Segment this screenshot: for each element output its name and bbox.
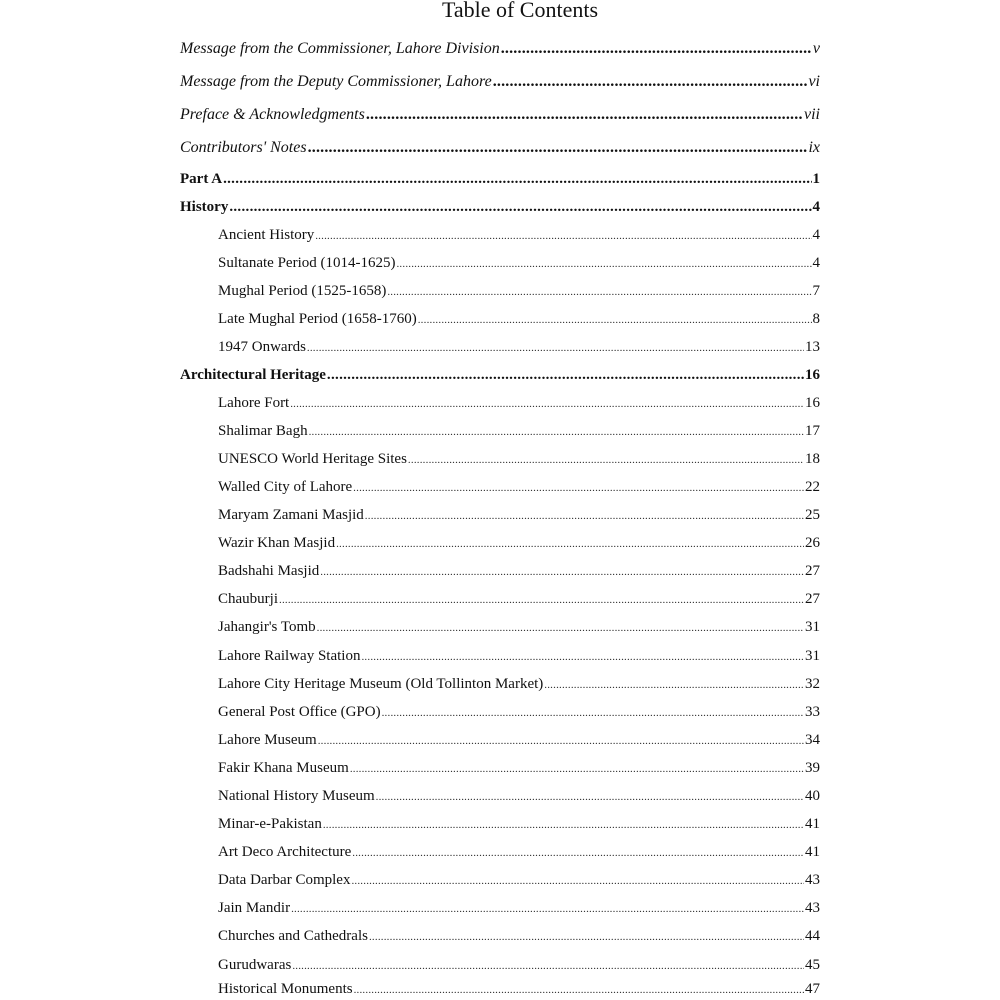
toc-page-number: 4 bbox=[812, 255, 820, 271]
toc-entry-label: Part A bbox=[180, 171, 223, 187]
toc-entry-label: Lahore City Heritage Museum (Old Tollinton Market) bbox=[218, 676, 544, 692]
toc-entry-label: Wazir Khan Masjid bbox=[218, 535, 336, 551]
dot-leader bbox=[327, 365, 804, 385]
dot-leader bbox=[408, 450, 804, 470]
toc-page-number: 8 bbox=[812, 311, 820, 327]
dot-leader bbox=[353, 478, 804, 498]
toc-entry-label: Shalimar Bagh bbox=[218, 423, 308, 439]
toc-entry-label: Walled City of Lahore bbox=[218, 479, 353, 495]
toc-entry-maryam-zamani-masjid[interactable] bbox=[218, 505, 820, 525]
toc-entry-general-post-office[interactable] bbox=[218, 702, 820, 722]
toc-page-number: 31 bbox=[805, 648, 820, 664]
dot-leader bbox=[351, 871, 804, 891]
toc-entry-label: Late Mughal Period (1658-1760) bbox=[218, 311, 417, 327]
dot-leader bbox=[292, 956, 804, 976]
toc-page-number: 33 bbox=[805, 704, 820, 720]
dot-leader bbox=[396, 254, 811, 274]
toc-entry-architectural-heritage[interactable] bbox=[180, 365, 820, 385]
dot-leader bbox=[418, 310, 812, 330]
dot-leader bbox=[382, 703, 804, 723]
toc-entry-unesco-sites[interactable] bbox=[218, 449, 820, 469]
toc-page-number: 4 bbox=[812, 199, 820, 215]
dot-leader bbox=[323, 815, 804, 835]
toc-entry-preface[interactable] bbox=[180, 104, 820, 126]
toc-entry-label: Lahore Railway Station bbox=[218, 648, 361, 664]
toc-entry-jahangirs-tomb[interactable] bbox=[218, 617, 820, 637]
dot-leader bbox=[308, 137, 808, 159]
toc-entry-label: Fakir Khana Museum bbox=[218, 760, 349, 776]
toc-entry-label: Architectural Heritage bbox=[180, 367, 326, 383]
toc-page-number: v bbox=[812, 40, 820, 57]
toc-entry-label: Message from the Deputy Commissioner, Lahore bbox=[180, 73, 492, 90]
toc-page-number: 26 bbox=[805, 535, 820, 551]
toc-page-number: 16 bbox=[805, 395, 820, 411]
toc-entry-gurudwaras[interactable] bbox=[218, 955, 820, 975]
toc-page-number: 27 bbox=[805, 591, 820, 607]
toc-entry-part-a[interactable] bbox=[180, 169, 820, 189]
dot-leader bbox=[544, 675, 804, 695]
dot-leader bbox=[317, 618, 804, 638]
toc-entry-label: Lahore Museum bbox=[218, 732, 317, 748]
toc-entry-lahore-railway-station[interactable] bbox=[218, 646, 820, 666]
toc-entry-label: Jahangir's Tomb bbox=[218, 619, 316, 635]
toc-page-number: 43 bbox=[805, 900, 820, 916]
toc-entry-label: Mughal Period (1525-1658) bbox=[218, 283, 387, 299]
toc-page-number: vi bbox=[808, 73, 820, 90]
toc-page-number: 45 bbox=[805, 957, 820, 973]
toc-entry-label: Jain Mandir bbox=[218, 900, 291, 916]
dot-leader bbox=[366, 104, 803, 126]
toc-page-number: 41 bbox=[805, 816, 820, 832]
dot-leader bbox=[309, 422, 804, 442]
toc-entry-label: Lahore Fort bbox=[218, 395, 290, 411]
toc-page-number: 43 bbox=[805, 872, 820, 888]
toc-page-number: 31 bbox=[805, 619, 820, 635]
toc-entry-data-darbar-complex[interactable] bbox=[218, 870, 820, 890]
dot-leader bbox=[229, 197, 811, 217]
toc-entry-art-deco-architecture[interactable] bbox=[218, 842, 820, 862]
toc-page-number: 7 bbox=[812, 283, 820, 299]
toc-entry-history[interactable] bbox=[180, 197, 820, 217]
toc-entry-lahore-fort[interactable] bbox=[218, 393, 820, 413]
dot-leader bbox=[290, 394, 804, 414]
dot-leader bbox=[376, 787, 804, 807]
dot-leader bbox=[223, 169, 811, 189]
toc-entry-label: History bbox=[180, 199, 229, 215]
toc-entry-late-mughal-period[interactable] bbox=[218, 309, 820, 329]
toc-entry-mughal-period[interactable] bbox=[218, 281, 820, 301]
dot-leader bbox=[320, 562, 804, 582]
toc-page-number: 44 bbox=[805, 928, 820, 944]
toc-entry-label: Sultanate Period (1014-1625) bbox=[218, 255, 396, 271]
toc-entry-label: General Post Office (GPO) bbox=[218, 704, 381, 720]
dot-leader bbox=[318, 731, 804, 751]
toc-entry-contributors-notes[interactable] bbox=[180, 137, 820, 159]
toc-entry-label: Ancient History bbox=[218, 227, 315, 243]
toc-entry-label: Contributors' Notes bbox=[180, 139, 307, 156]
toc-entry-churches-and-cathedrals[interactable] bbox=[218, 926, 820, 946]
toc-entry-label: Gurudwaras bbox=[218, 957, 292, 973]
toc-entry-label: Badshahi Masjid bbox=[218, 563, 320, 579]
dot-leader bbox=[369, 927, 804, 947]
toc-entry-label: Historical Monuments bbox=[218, 981, 353, 997]
toc-entry-national-history-museum[interactable] bbox=[218, 786, 820, 806]
toc-page-number: 13 bbox=[805, 339, 820, 355]
toc-entry-sultanate-period[interactable] bbox=[218, 253, 820, 273]
toc-page-number: 1 bbox=[812, 171, 820, 187]
toc-page-number: 41 bbox=[805, 844, 820, 860]
toc-page-number: 34 bbox=[805, 732, 820, 748]
toc-page-number: 27 bbox=[805, 563, 820, 579]
toc-entry-label: Data Darbar Complex bbox=[218, 872, 351, 888]
dot-leader bbox=[493, 71, 808, 93]
toc-page-number: 17 bbox=[805, 423, 820, 439]
toc-entry-label: Maryam Zamani Masjid bbox=[218, 507, 364, 523]
toc-entry-chauburji[interactable] bbox=[218, 589, 820, 609]
toc-page-number: 18 bbox=[805, 451, 820, 467]
dot-leader bbox=[352, 843, 804, 863]
toc-page-number: 39 bbox=[805, 760, 820, 776]
dot-leader bbox=[279, 590, 804, 610]
toc-entry-1947-onwards[interactable] bbox=[218, 337, 820, 357]
toc-entry-jain-mandir[interactable] bbox=[218, 898, 820, 918]
toc-entry-lahore-museum[interactable] bbox=[218, 730, 820, 750]
toc-entry-deputy-commissioner-message[interactable] bbox=[180, 71, 820, 93]
toc-entry-label: UNESCO World Heritage Sites bbox=[218, 451, 407, 467]
toc-entry-badshahi-masjid[interactable] bbox=[218, 561, 820, 581]
toc-page-number: 22 bbox=[805, 479, 820, 495]
dot-leader bbox=[315, 226, 811, 246]
toc-entry-shalimar-bagh[interactable] bbox=[218, 421, 820, 441]
page-title: Table of Contents bbox=[441, 0, 599, 22]
toc-entry-label: National History Museum bbox=[218, 788, 375, 804]
toc-page-number: 25 bbox=[805, 507, 820, 523]
dot-leader bbox=[350, 759, 804, 779]
toc-entry-historical-monuments[interactable] bbox=[218, 979, 820, 999]
dot-leader bbox=[307, 338, 804, 358]
toc-page-number: 40 bbox=[805, 788, 820, 804]
toc-entry-wazir-khan-masjid[interactable] bbox=[218, 533, 820, 553]
toc-entry-fakir-khana-museum[interactable] bbox=[218, 758, 820, 778]
dot-leader bbox=[361, 647, 804, 667]
toc-page-number: 16 bbox=[805, 367, 820, 383]
toc-entry-commissioner-message[interactable] bbox=[180, 38, 820, 60]
toc-entry-ancient-history[interactable] bbox=[218, 225, 820, 245]
dot-leader bbox=[387, 282, 811, 302]
toc-entry-minar-e-pakistan[interactable] bbox=[218, 814, 820, 834]
dot-leader bbox=[354, 980, 804, 1000]
toc-page-number: 4 bbox=[812, 227, 820, 243]
toc-entry-label: Churches and Cathedrals bbox=[218, 928, 368, 944]
toc-entry-label: Minar-e-Pakistan bbox=[218, 816, 322, 832]
toc-entry-label: Chauburji bbox=[218, 591, 278, 607]
toc-page-number: 47 bbox=[805, 981, 820, 997]
toc-entry-label: Art Deco Architecture bbox=[218, 844, 352, 860]
dot-leader bbox=[336, 534, 804, 554]
dot-leader bbox=[501, 38, 812, 60]
dot-leader bbox=[365, 506, 804, 526]
toc-entry-city-heritage-museum[interactable] bbox=[218, 674, 820, 694]
toc-entry-label: Preface & Acknowledgments bbox=[180, 106, 365, 123]
toc-entry-walled-city[interactable] bbox=[218, 477, 820, 497]
toc-page-number: ix bbox=[808, 139, 820, 156]
dot-leader bbox=[291, 899, 804, 919]
toc-page-number: 32 bbox=[805, 676, 820, 692]
toc-entry-label: Message from the Commissioner, Lahore Division bbox=[180, 40, 500, 57]
toc-entry-label: 1947 Onwards bbox=[218, 339, 306, 355]
toc-page-number: vii bbox=[804, 106, 820, 123]
